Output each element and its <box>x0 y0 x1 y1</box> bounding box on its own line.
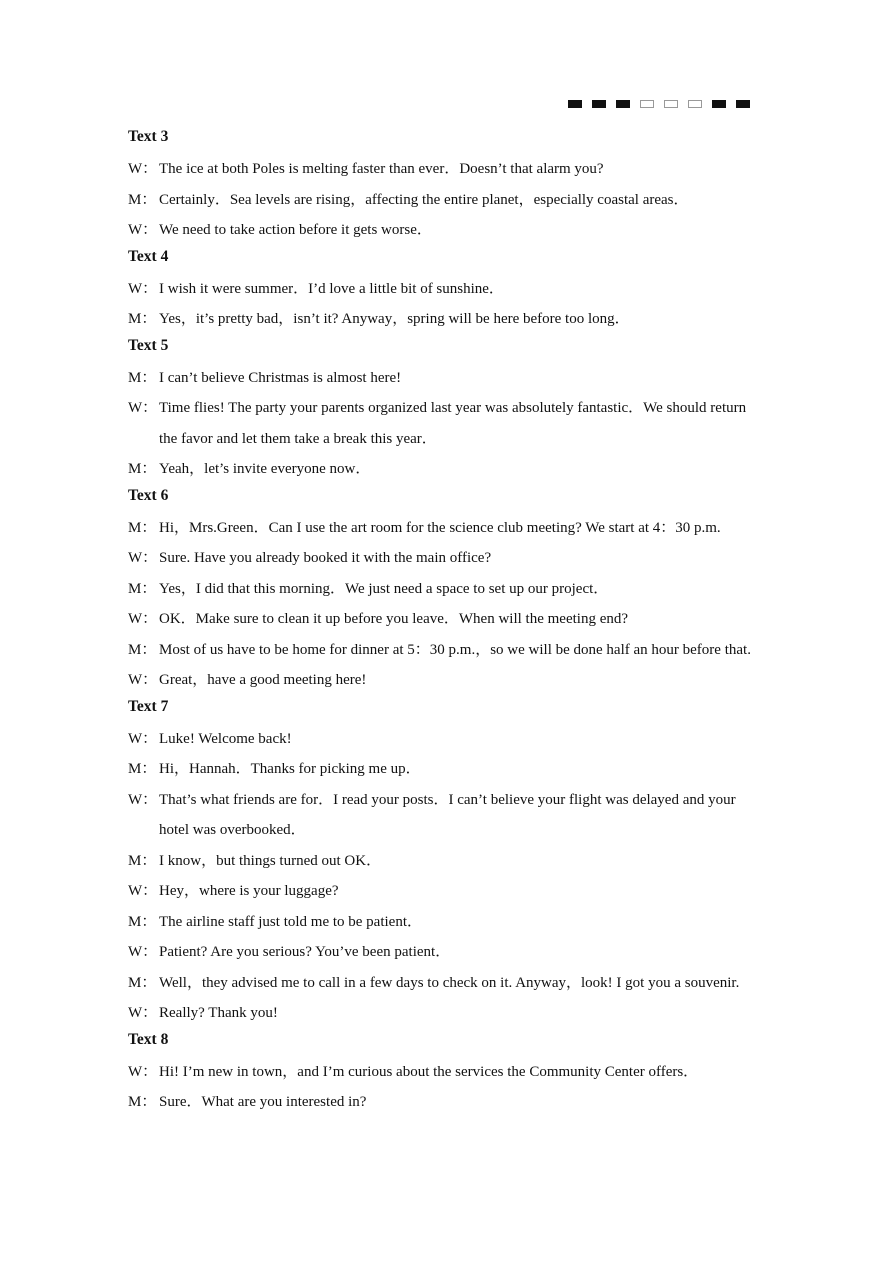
dialogue-text: Great，have a good meeting here! <box>159 672 367 688</box>
speaker-label: W： <box>128 730 158 747</box>
dialogue-text: Sure. Have you already booked it with the main office? <box>159 550 492 566</box>
dialogue-line <box>128 876 768 907</box>
dialogue-text: Yeah，let’s invite everyone now． <box>159 461 371 477</box>
dialogue-text: I can’t believe Christmas is almost here! <box>159 369 402 386</box>
dialogue-text: Most of us have to be home for dinner at 5：30 p.m.，so we will be done half an hour before that. <box>159 641 751 658</box>
dialogue-line <box>128 724 768 755</box>
dialogue-line <box>128 635 768 666</box>
speaker-label: M： <box>128 761 157 777</box>
dialogue-text: Really? Thank you! <box>159 1005 278 1021</box>
speaker-label: W： <box>128 1005 158 1021</box>
dialogue-line <box>128 274 768 305</box>
dialogue-line <box>128 1057 768 1088</box>
speaker-label: W： <box>128 791 158 808</box>
dialogue-text: Hey，where is your luggage? <box>159 883 339 899</box>
speaker-label: M： <box>128 191 157 208</box>
dialogue-line <box>128 154 768 185</box>
dialogue-text: Well，they advised me to call in a few days to check on it. Anyway，look! I got you a souvenir. <box>159 974 740 991</box>
dialogue-text: Yes，I did that this morning．We just need a space to set up our project． <box>159 580 609 597</box>
header-mark <box>688 100 702 108</box>
dialogue-text: Yes，it’s pretty bad，isn’t it? Anyway，spring will be here before too long． <box>159 311 630 327</box>
dialogue-line <box>128 304 768 335</box>
section-text-6 <box>128 485 768 696</box>
dialogue-line <box>128 785 768 846</box>
dialogue-line <box>128 543 768 574</box>
dialogue-line <box>128 907 768 938</box>
transcript <box>128 126 768 1118</box>
dialogue-text: OK．Make sure to clean it up before you leave．When will the meeting end? <box>159 611 629 627</box>
speaker-label: W： <box>128 672 158 688</box>
header-mark <box>640 100 654 108</box>
speaker-label: M： <box>128 913 157 930</box>
speaker-label: W： <box>128 611 158 627</box>
section-title: Text 4 <box>128 247 169 265</box>
section-title: Text 5 <box>128 336 169 354</box>
dialogue-line <box>128 393 768 454</box>
dialogue-text: I wish it were summer．I’d love a little bit of sunshine． <box>159 280 504 297</box>
section-title: Text 8 <box>128 1030 169 1048</box>
dialogue-line <box>128 574 768 605</box>
dialogue-text: The airline staff just told me to be patient． <box>159 913 422 930</box>
dialogue-line <box>128 454 768 485</box>
speaker-label: M： <box>128 461 157 477</box>
header-mark <box>664 100 678 108</box>
speaker-label: W： <box>128 161 158 177</box>
dialogue-text: Hi! I’m new in town，and I’m curious about the services the Community Center offers． <box>159 1063 699 1080</box>
dialogue-line <box>128 846 768 877</box>
dialogue-text: That’s what friends are for．I read your posts．I can’t believe your flight was delayed and your hotel was overbooked． <box>159 791 736 838</box>
speaker-label: W： <box>128 1063 158 1080</box>
header-mark <box>712 100 726 108</box>
speaker-label: M： <box>128 641 157 658</box>
section-text-7 <box>128 696 768 1029</box>
dialogue-text: Time flies! The party your parents organized last year was absolutely fantastic．We should return the favor and let them take a break this year． <box>159 400 747 447</box>
speaker-label: W： <box>128 222 158 238</box>
dialogue-text: The ice at both Poles is melting faster than ever．Doesn’t that alarm you? <box>159 161 604 177</box>
dialogue-text: I know，but things turned out OK． <box>159 852 382 869</box>
speaker-label: M： <box>128 519 157 536</box>
dialogue-line <box>128 754 768 785</box>
header-mark <box>736 100 750 108</box>
dialogue-text: Hi，Hannah．Thanks for picking me up． <box>159 761 421 777</box>
dialogue-text: We need to take action before it gets worse． <box>159 222 432 238</box>
speaker-label: M： <box>128 974 157 991</box>
speaker-label: M： <box>128 311 157 327</box>
dialogue-line <box>128 665 768 696</box>
speaker-label: W： <box>128 550 158 566</box>
section-text-5 <box>128 335 768 485</box>
speaker-label: W： <box>128 400 158 416</box>
dialogue-text: Patient? Are you serious? You’ve been patient． <box>159 944 451 960</box>
section-title: Text 3 <box>128 128 169 145</box>
section-text-4 <box>128 246 768 335</box>
speaker-label: W： <box>128 280 158 297</box>
section-title: Text 7 <box>128 697 169 715</box>
dialogue-line <box>128 998 768 1029</box>
speaker-label: W： <box>128 944 158 960</box>
dialogue-line <box>128 604 768 635</box>
section-text-8 <box>128 1029 768 1118</box>
dialogue-line <box>128 215 768 246</box>
header-mark <box>568 100 582 108</box>
dialogue-line <box>128 1087 768 1118</box>
speaker-label: W： <box>128 883 158 899</box>
speaker-label: M： <box>128 1094 157 1110</box>
dialogue-line <box>128 513 768 544</box>
speaker-label: M： <box>128 580 157 597</box>
section-text-3 <box>128 126 768 246</box>
header-mark <box>592 100 606 108</box>
speaker-label: M： <box>128 852 157 869</box>
dialogue-line <box>128 968 768 999</box>
dialogue-text: Hi，Mrs.Green．Can I use the art room for the science club meeting? We start at 4：30 p.m. <box>159 519 721 536</box>
header-marks <box>568 100 750 108</box>
dialogue-line <box>128 937 768 968</box>
dialogue-line <box>128 363 768 394</box>
speaker-label: M： <box>128 369 157 386</box>
dialogue-text: Luke! Welcome back! <box>159 730 292 747</box>
section-title: Text 6 <box>128 486 169 504</box>
header-mark <box>616 100 630 108</box>
dialogue-line <box>128 185 768 216</box>
dialogue-text: Certainly．Sea levels are rising，affecting the entire planet，especially coastal areas． <box>159 191 689 208</box>
dialogue-text: Sure．What are you interested in? <box>159 1094 367 1110</box>
